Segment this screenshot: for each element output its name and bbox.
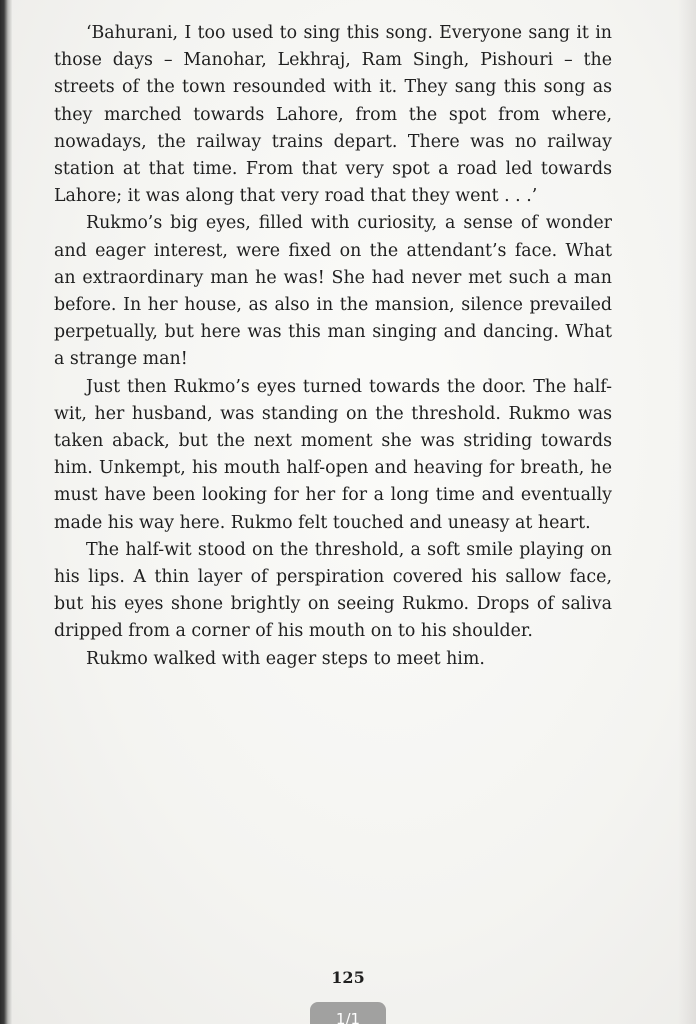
book-spine-edge xyxy=(0,0,12,1024)
page-edge-shadow xyxy=(678,0,696,1024)
page-text xyxy=(54,20,612,673)
paragraph: The half-wit stood on the threshold, a soft smile playing on his lips. A thin layer of perspiration covered his sallow face, but his eyes shone brightly on seeing Rukmo. Drops of saliva dripped from a corner of his mouth on to his shoulder. xyxy=(54,539,612,642)
page-number: 125 xyxy=(331,968,365,987)
paragraph: Rukmo walked with eager steps to meet him. xyxy=(86,648,485,669)
paragraph: ‘Bahurani, I too used to sing this song. Everyone sang it in those days – Manohar, Lekhraj, Ram Singh, Pishouri – the streets of the town resounded with it. They sang this song as they marched towards Lahore, from the spot from where, nowadays, the railway trains depart. There was no railway station at that time. From that very spot a road led towards Lahore; it was along that very road that they went . . .’ xyxy=(54,23,612,207)
paragraph: Rukmo’s big eyes, filled with curiosity, a sense of wonder and eager interest, were fixed on the attendant’s face. What an extraordinary man he was! She had never met such a man before. In her house, as also in the mansion, silence prevailed perpetually, but here was this man singing and dancing. What a strange man! xyxy=(54,213,612,370)
paragraph: Just then Rukmo’s eyes turned towards the door. The half-wit, her husband, was standing on the threshold. Rukmo was taken aback, but the next moment she was striding towards him. Unkempt, his mouth half-open and heaving for breath, he must have been looking for her for a long time and eventually made his way here. Rukmo felt touched and uneasy at heart. xyxy=(54,376,612,533)
page-indicator[interactable]: 1/1 xyxy=(310,1002,386,1024)
